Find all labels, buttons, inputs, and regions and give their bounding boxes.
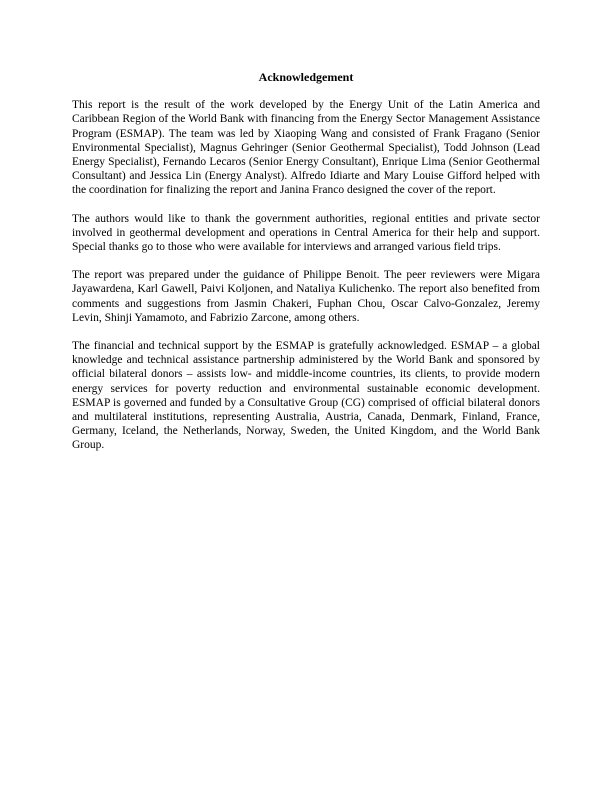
paragraph-team: This report is the result of the work developed by the Energy Unit of the Latin America and Caribbean Region of the World Bank with financing from the Energy Sector Management Assistance Program (ESMAP). The team was led by Xiaoping Wang and consisted of Frank Fragano (Senior Environmental Specialist), Magnus Gehringer (Senior Geothermal Specialist), Todd Johnson (Lead Energy Specialist), Fernando Lecaros (Senior Energy Consultant), Enrique Lima (Senior Geothermal Consultant) and Jessica Lin (Energy Analyst). Alfredo Idiarte and Mary Louise Gifford helped with the coordination for finalizing the report and Janina Franco designed the cover of the report. xyxy=(72,99,540,197)
paragraph-reviewers: The report was prepared under the guidance of Philippe Benoit. The peer reviewers were Migara Jayawardena, Karl Gawell, Paivi Koljonen, and Nataliya Kulichenko. The report also benefited from comments and suggestions from Jasmin Chakeri, Fuphan Chou, Oscar Calvo-Gonzalez, Jeremy Levin, Shinji Yamamoto, and Fabrizio Zarcone, among others. xyxy=(72,269,540,324)
paragraph-thanks: The authors would like to thank the government authorities, regional entities and private sector involved in geothermal development and operations in Central America for their help and support. Special thanks go to those who were available for interviews and arranged various field trips. xyxy=(72,212,540,254)
page-title: Acknowledgement xyxy=(258,70,354,84)
document-body xyxy=(72,70,540,467)
paragraph-esmap: The financial and technical support by the ESMAP is gratefully acknowledged. ESMAP – a global knowledge and technical assistance partnership administered by the World Bank and sponsored by official bilateral donors – assists low- and middle-income countries, its clients, to provide modern energy services for poverty reduction and environmental sustainable economic development. ESMAP is governed and funded by a Consultative Group (CG) comprised of official bilateral donors and multilateral institutions, representing Australia, Austria, Canada, Denmark, Finland, France, Germany, Iceland, the Netherlands, Norway, Sweden, the United Kingdom, and the World Bank Group. xyxy=(72,340,540,452)
